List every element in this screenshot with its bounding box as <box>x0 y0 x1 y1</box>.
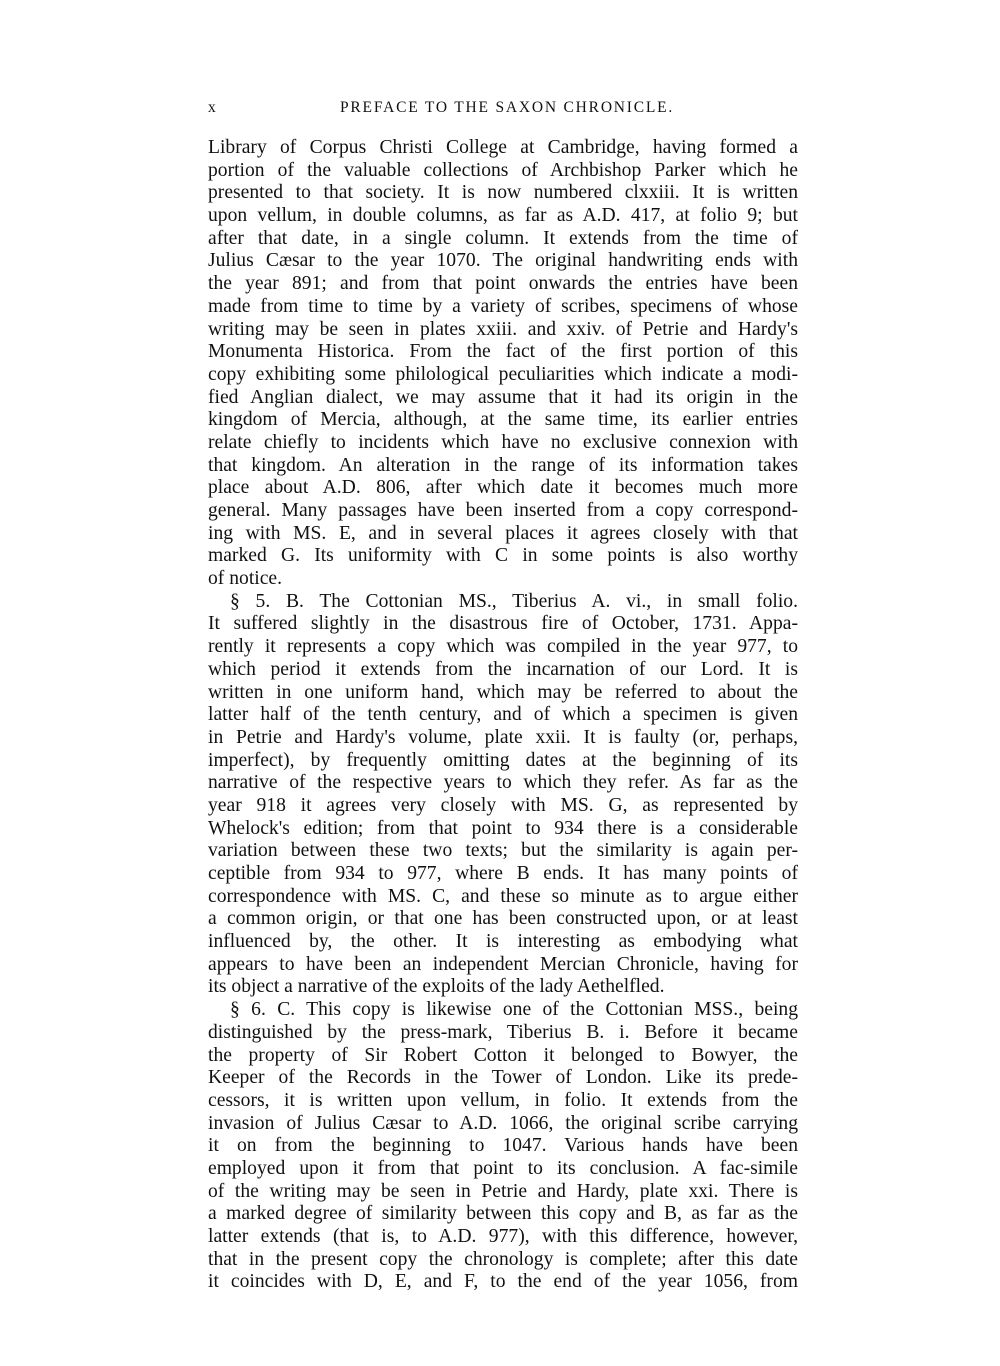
text-line: Keeper of the Records in the Tower of London. Like its prede- <box>208 1067 798 1089</box>
text-line: upon vellum, in double columns, as far as A.D. 417, at folio 9; but <box>208 205 798 227</box>
text-line: general. Many passages have been inserted from a copy correspond- <box>208 500 798 521</box>
text-line: Monumenta Historica. From the fact of the first portion of this <box>208 341 798 363</box>
text-line: relate chiefly to incidents which have no exclusive connexion with <box>208 431 798 453</box>
text-line: it on from the beginning to 1047. Various hands have been <box>208 1135 798 1157</box>
text-line: portion of the valuable collections of Archbishop Parker which he <box>208 159 798 181</box>
text-line: writing may be seen in plates xxiii. and xxiv. of Petrie and Hardy's <box>208 318 798 340</box>
text-line: ceptible from 934 to 977, where B ends. It has many points of <box>208 863 798 884</box>
text-line: Julius Cæsar to the year 1070. The original handwriting ends with <box>208 250 798 272</box>
text-line: distinguished by the press-mark, Tiberius B. i. Before it became <box>208 1021 798 1043</box>
text-line: latter extends (that is, to A.D. 977), with this difference, however, <box>208 1226 798 1247</box>
text-line: ing with MS. E, and in several places it agrees closely with that <box>208 522 798 544</box>
text-line: fied Anglian dialect, we may assume that it had its origin in the <box>208 386 798 408</box>
text-line: a marked degree of similarity between this copy and B, as far as the <box>208 1203 798 1225</box>
text-line: marked G. Its uniformity with C in some points is also worthy <box>208 545 798 567</box>
text-line: correspondence with MS. C, and these so minute as to argue either <box>208 885 798 907</box>
text-line: Whelock's edition; from that point to 934 there is a considerable <box>208 817 798 839</box>
text-line: year 918 it agrees very closely with MS. G, as represented by <box>208 794 798 816</box>
text-line: a common origin, or that one has been constructed upon, or at least <box>208 908 798 930</box>
text-line: made from time to time by a variety of scribes, specimens of whose <box>208 295 798 317</box>
text-line: the year 891; and from that point onwards the entries have been <box>208 273 798 295</box>
text-line: of notice. <box>208 568 282 590</box>
running-head <box>208 96 798 120</box>
text-line: Library of Corpus Christi College at Cambridge, having formed a <box>208 137 798 158</box>
text-line: the property of Sir Robert Cotton it belonged to Bowyer, the <box>208 1044 798 1066</box>
text-line: imperfect), by frequently omitting dates at the beginning of its <box>208 749 798 771</box>
text-line: latter half of the tenth century, and of which a specimen is given <box>208 704 798 726</box>
text-line: copy exhibiting some philological peculiarities which indicate a modi- <box>208 363 798 385</box>
text-line: employed upon it from that point to its conclusion. A fac-simile <box>208 1157 798 1179</box>
text-line: invasion of Julius Cæsar to A.D. 1066, the original scribe carrying <box>208 1112 798 1134</box>
section-6-heading-line: § 6. C. This copy is likewise one of the Cottonian MSS., being <box>230 999 798 1021</box>
running-title: PREFACE TO THE SAXON CHRONICLE. <box>340 99 675 116</box>
text-line: after that date, in a single column. It extends from the time of <box>208 227 798 249</box>
text-line: place about A.D. 806, after which date it becomes much more <box>208 477 798 499</box>
text-line: influenced by, the other. It is interesting as embodying what <box>208 931 798 953</box>
section-5-heading-line: § 5. B. The Cottonian MS., Tiberius A. vi., in small folio. <box>230 590 798 612</box>
text-line: its object a narrative of the exploits of the lady Aethelfled. <box>208 976 665 998</box>
text-line: narrative of the respective years to which they refer. As far as the <box>208 772 798 794</box>
body-text <box>208 137 798 1294</box>
text-line: that in the present copy the chronology is complete; after this date <box>208 1248 798 1270</box>
text-line: cessors, it is written upon vellum, in folio. It extends from the <box>208 1089 798 1111</box>
text-line: in Petrie and Hardy's volume, plate xxii. It is faulty (or, perhaps, <box>208 726 798 748</box>
text-line: variation between these two texts; but the similarity is again per- <box>208 840 798 862</box>
page-number: x <box>208 99 218 116</box>
text-line: that kingdom. An alteration in the range of its information takes <box>208 454 798 476</box>
text-line: kingdom of Mercia, although, at the same time, its earlier entries <box>208 409 798 431</box>
text-line: which period it extends from the incarnation of our Lord. It is <box>208 658 798 680</box>
text-line: rently it represents a copy which was compiled in the year 977, to <box>208 636 798 658</box>
text-line: It suffered slightly in the disastrous fire of October, 1731. Appa- <box>208 613 798 635</box>
text-line: appears to have been an independent Mercian Chronicle, having for <box>208 953 798 975</box>
text-line: presented to that society. It is now numbered clxxiii. It is written <box>208 182 798 204</box>
text-line: of the writing may be seen in Petrie and Hardy, plate xxi. There is <box>208 1180 798 1202</box>
text-line: written in one uniform hand, which may be referred to about the <box>208 681 798 703</box>
text-line: it coincides with D, E, and F, to the end of the year 1056, from <box>208 1271 798 1293</box>
